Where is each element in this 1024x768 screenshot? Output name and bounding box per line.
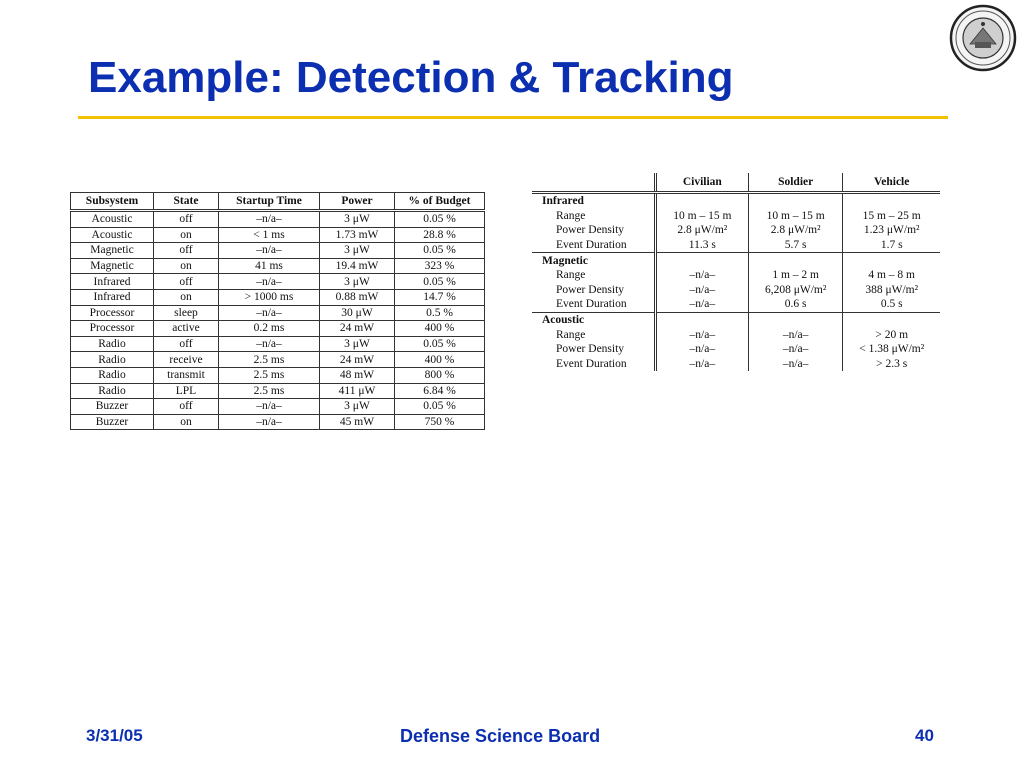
sensor-cell-metric: Range [556,209,586,222]
budget-cell-subsystem: Magnetic [71,258,154,274]
sensor-section-spacer [748,312,842,327]
sensor-cell-vehicle: > 20 m [843,327,940,342]
budget-cell-percent: 0.05 % [395,399,485,415]
sensor-cell-civilian: 11.3 s [655,238,748,253]
sensor-cell-soldier: –n/a– [748,327,842,342]
budget-cell-percent: 800 % [395,367,485,383]
budget-cell-percent: 400 % [395,321,485,337]
budget-cell-state: on [154,227,219,243]
budget-cell-startup-time: –n/a– [219,414,320,430]
budget-row [71,227,485,243]
budget-cell-startup-time: –n/a– [219,274,320,290]
budget-cell-state: off [154,336,219,352]
budget-row [71,352,485,368]
sensor-cell-civilian: –n/a– [655,357,748,372]
sensor-row [532,209,940,224]
sensor-cell-metric: Event Duration [556,239,627,252]
slide-title: Example: Detection & Tracking [88,53,734,102]
sensor-section-label: Magnetic [532,253,655,268]
sensor-cell-civilian: –n/a– [655,283,748,298]
budget-row [71,367,485,383]
budget-row [71,414,485,430]
sensor-section-spacer [655,253,748,268]
sensor-cell-metric: Range [556,269,586,282]
sensor-cell-civilian: –n/a– [655,268,748,283]
sensor-cell-metric: Power Density [556,283,625,296]
sensor-section-spacer [843,193,940,209]
budget-cell-subsystem: Acoustic [71,227,154,243]
sensor-characteristics-table [532,173,940,371]
budget-row [71,274,485,290]
budget-cell-power: 24 mW [320,352,395,368]
budget-cell-subsystem: Radio [71,383,154,399]
budget-cell-power: 48 mW [320,367,395,383]
budget-header-startup-time: Startup Time [219,193,320,211]
budget-cell-power: 3 μW [320,399,395,415]
sensor-cell-soldier: 2.8 μW/m² [748,223,842,238]
sensor-cell-metric: Power Density [556,343,625,356]
budget-cell-state: receive [154,352,219,368]
budget-cell-startup-time: 2.5 ms [219,367,320,383]
budget-cell-startup-time: < 1 ms [219,227,320,243]
sensor-header-soldier: Soldier [748,173,842,193]
budget-cell-power: 3 μW [320,336,395,352]
budget-row [71,258,485,274]
sensor-cell-metric: Range [556,328,586,341]
budget-cell-percent: 323 % [395,258,485,274]
budget-cell-subsystem: Buzzer [71,414,154,430]
budget-cell-subsystem: Buzzer [71,399,154,415]
budget-cell-startup-time: 41 ms [219,258,320,274]
sensor-cell-vehicle: 1.7 s [843,238,940,253]
sensor-row [532,327,940,342]
budget-cell-state: LPL [154,383,219,399]
budget-row [71,305,485,321]
budget-cell-percent: 0.05 % [395,211,485,228]
budget-header-state: State [154,193,219,211]
sensor-cell-soldier: –n/a– [748,357,842,372]
budget-header-subsystem: Subsystem [71,193,154,211]
sensor-cell-civilian: 2.8 μW/m² [655,223,748,238]
budget-cell-percent: 28.8 % [395,227,485,243]
page-number: 40 [915,726,934,745]
budget-cell-subsystem: Acoustic [71,211,154,228]
sensor-row [532,297,940,312]
sensor-cell-soldier: 6,208 μW/m² [748,283,842,298]
budget-cell-power: 19.4 mW [320,258,395,274]
budget-cell-state: off [154,274,219,290]
sensor-cell-soldier: –n/a– [748,342,842,357]
budget-row [71,289,485,305]
budget-row [71,243,485,259]
budget-cell-power: 30 μW [320,305,395,321]
sensor-row [532,268,940,283]
sensor-cell-vehicle: 4 m – 8 m [843,268,940,283]
budget-cell-percent: 0.5 % [395,305,485,321]
sensor-section-label: Acoustic [532,312,655,327]
budget-cell-state: off [154,243,219,259]
budget-cell-power: 411 μW [320,383,395,399]
sensor-section-label: Infrared [542,195,584,208]
budget-cell-state: off [154,399,219,415]
sensor-table-body [532,193,940,372]
budget-cell-state: on [154,414,219,430]
sensor-section-spacer [655,193,748,209]
sensor-section-spacer [748,253,842,268]
budget-cell-startup-time: –n/a– [219,243,320,259]
sensor-cell-soldier: 10 m – 15 m [748,209,842,224]
budget-cell-startup-time: –n/a– [219,336,320,352]
sensor-header-blank [532,173,655,193]
budget-header-row [71,193,485,211]
sensor-row [532,342,940,357]
title-underline [78,116,948,119]
footer-organization: Defense Science Board [400,726,601,746]
budget-cell-subsystem: Radio [71,336,154,352]
budget-cell-startup-time: 0.2 ms [219,321,320,337]
sensor-row [532,223,940,238]
budget-cell-subsystem: Infrared [71,274,154,290]
sensor-header-row [532,173,940,193]
budget-cell-state: sleep [154,305,219,321]
budget-cell-power: 3 μW [320,211,395,228]
budget-row [71,321,485,337]
sensor-cell-vehicle: < 1.38 μW/m² [843,342,940,357]
sensor-section-row [532,253,940,268]
sensor-cell-vehicle: 388 μW/m² [843,283,940,298]
budget-cell-percent: 750 % [395,414,485,430]
university-seal-icon [948,4,1018,72]
budget-table-body [71,211,485,430]
budget-cell-state: off [154,211,219,228]
budget-cell-percent: 0.05 % [395,274,485,290]
budget-header-percent: % of Budget [395,193,485,211]
budget-cell-startup-time: 2.5 ms [219,383,320,399]
sensor-cell-vehicle: 1.23 μW/m² [843,223,940,238]
sensor-cell-soldier: 0.6 s [748,297,842,312]
budget-row [71,383,485,399]
sensor-cell-civilian: 10 m – 15 m [655,209,748,224]
budget-cell-subsystem: Magnetic [71,243,154,259]
budget-cell-power: 3 μW [320,274,395,290]
sensor-section-spacer [843,312,940,327]
sensor-cell-civilian: –n/a– [655,327,748,342]
budget-cell-state: on [154,258,219,274]
sensor-cell-vehicle: 15 m – 25 m [843,209,940,224]
budget-cell-percent: 0.05 % [395,243,485,259]
sensor-cell-vehicle: 0.5 s [843,297,940,312]
budget-cell-power: 1.73 mW [320,227,395,243]
budget-cell-power: 3 μW [320,243,395,259]
budget-row [71,336,485,352]
sensor-section-row [532,312,940,327]
sensor-cell-metric: Event Duration [556,298,627,311]
budget-cell-state: on [154,289,219,305]
sensor-row [532,283,940,298]
budget-cell-percent: 6.84 % [395,383,485,399]
sensor-cell-soldier: 1 m – 2 m [748,268,842,283]
sensor-cell-vehicle: > 2.3 s [843,357,940,372]
sensor-section-spacer [748,193,842,209]
budget-cell-power: 0.88 mW [320,289,395,305]
sensor-row [532,238,940,253]
budget-cell-percent: 400 % [395,352,485,368]
budget-cell-subsystem: Processor [71,321,154,337]
budget-cell-startup-time: –n/a– [219,399,320,415]
budget-cell-percent: 14.7 % [395,289,485,305]
sensor-cell-soldier: 5.7 s [748,238,842,253]
budget-row [71,399,485,415]
budget-cell-subsystem: Radio [71,352,154,368]
power-budget-table [70,192,485,430]
budget-header-power: Power [320,193,395,211]
budget-cell-startup-time: –n/a– [219,305,320,321]
budget-cell-power: 45 mW [320,414,395,430]
sensor-cell-civilian: –n/a– [655,342,748,357]
budget-cell-subsystem: Infrared [71,289,154,305]
sensor-section-row [532,193,940,209]
budget-cell-percent: 0.05 % [395,336,485,352]
sensor-cell-metric: Power Density [556,224,625,237]
footer-date: 3/31/05 [86,726,143,745]
sensor-cell-civilian: –n/a– [655,297,748,312]
budget-cell-power: 24 mW [320,321,395,337]
sensor-section-spacer [655,312,748,327]
sensor-header-civilian: Civilian [655,173,748,193]
budget-cell-startup-time: –n/a– [219,211,320,228]
budget-row [71,211,485,228]
sensor-section-spacer [843,253,940,268]
budget-cell-startup-time: 2.5 ms [219,352,320,368]
budget-cell-state: transmit [154,367,219,383]
budget-cell-subsystem: Processor [71,305,154,321]
budget-cell-state: active [154,321,219,337]
budget-cell-subsystem: Radio [71,367,154,383]
budget-cell-startup-time: > 1000 ms [219,289,320,305]
sensor-cell-metric: Event Duration [556,357,627,370]
sensor-row [532,357,940,372]
sensor-header-vehicle: Vehicle [843,173,940,193]
